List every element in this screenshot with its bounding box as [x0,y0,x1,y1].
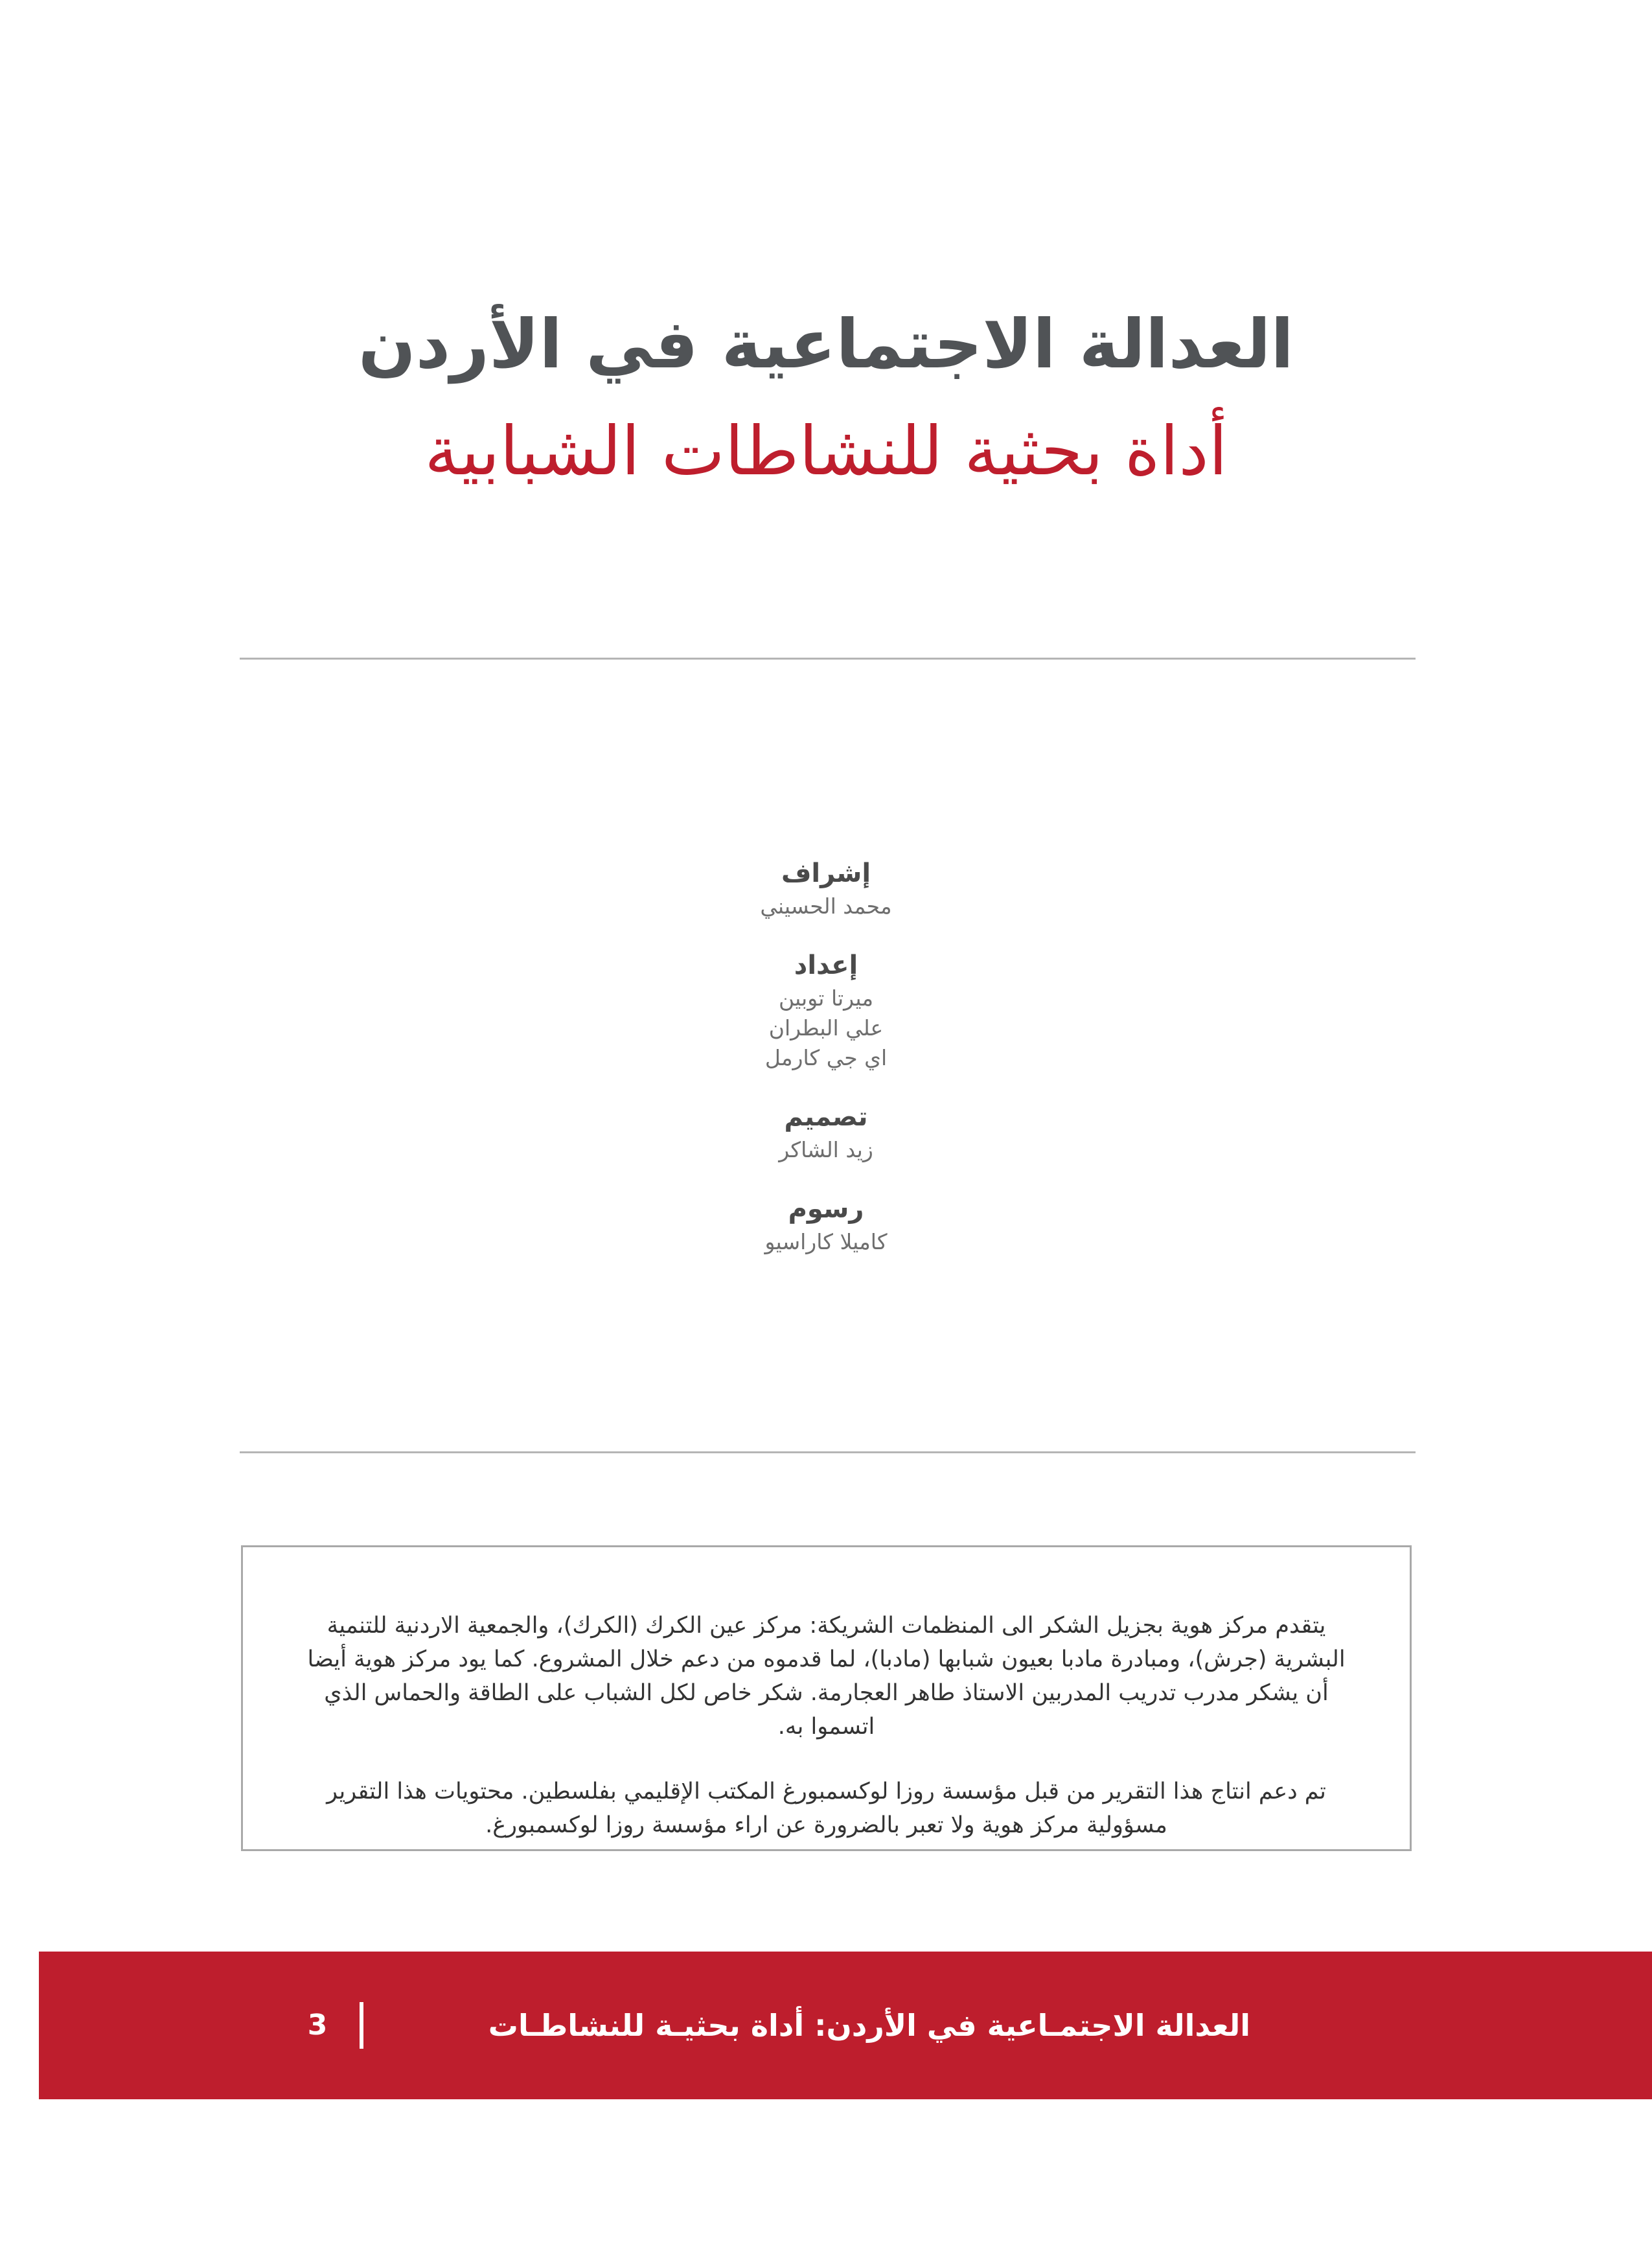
funding-statement: تم دعم انتاج هذا التقرير من قبل مؤسسة روزا لوكسمبورغ المكتب الإقليمي بفلسطين. محتويات هذا التقرير مسؤولية مركز هوية ولا تعبر بالضرورة عن اراء مؤسسة روزا لوكسمبورغ. [327,1779,1326,1838]
credit-name: محمد الحسيني [760,893,892,919]
credit-role: رسوم [788,1194,864,1224]
credit-name: ميرتا توبين [778,985,874,1011]
credits-section [0,855,1652,1283]
credit-name: اي جي كارمل [764,1045,888,1070]
acknowledgement-box [241,1545,1412,1851]
credit-name: كاميلا كاراسيو [764,1229,888,1254]
bottom-divider [240,1451,1416,1453]
credit-name: زيد الشاكر [779,1137,873,1162]
credit-illustration [0,1191,1652,1257]
footer-separator [360,2002,363,2049]
credit-role: إعداد [794,951,858,980]
credit-design [0,1099,1652,1165]
acknowledgement-paragraph: يتقدم مركز هوية بجزيل الشكر الى المنظمات الشريكة: مركز عين الكرك (الكرك)، والجمعية الاردنية للتنمية البشرية (جرش)، ومبادرة مادبا بعيون شبابها (مادبا)، لما قدموه من دعم خلال المشروع. كما يود مركز هوية أيضا أن يشكر مدرب تدريب المدربين الاستاذ طاهر العجارمة. شكر خاص لكل الشباب على الطاقة والحماس الذي اتسموا به. [307,1613,1346,1740]
document-subtitle: أداة بحثية للنشاطات الشبابية [424,411,1228,490]
footer-title: العدالة الاجتمـاعية في الأردن: أداة بحثيـة للنشاطـات الشبـابية [488,2008,1250,2191]
page-number: 3 [307,2009,328,2042]
document-title: العدالة الاجتماعية في الأردن [358,305,1294,384]
credit-role: إشراف [781,858,871,888]
footer-bar [39,1952,1652,2191]
credit-supervision [0,855,1652,921]
top-divider [240,658,1416,660]
credit-preparation [0,947,1652,1073]
credit-name: علي البطران [768,1015,884,1041]
credit-role: تصميم [784,1102,868,1132]
